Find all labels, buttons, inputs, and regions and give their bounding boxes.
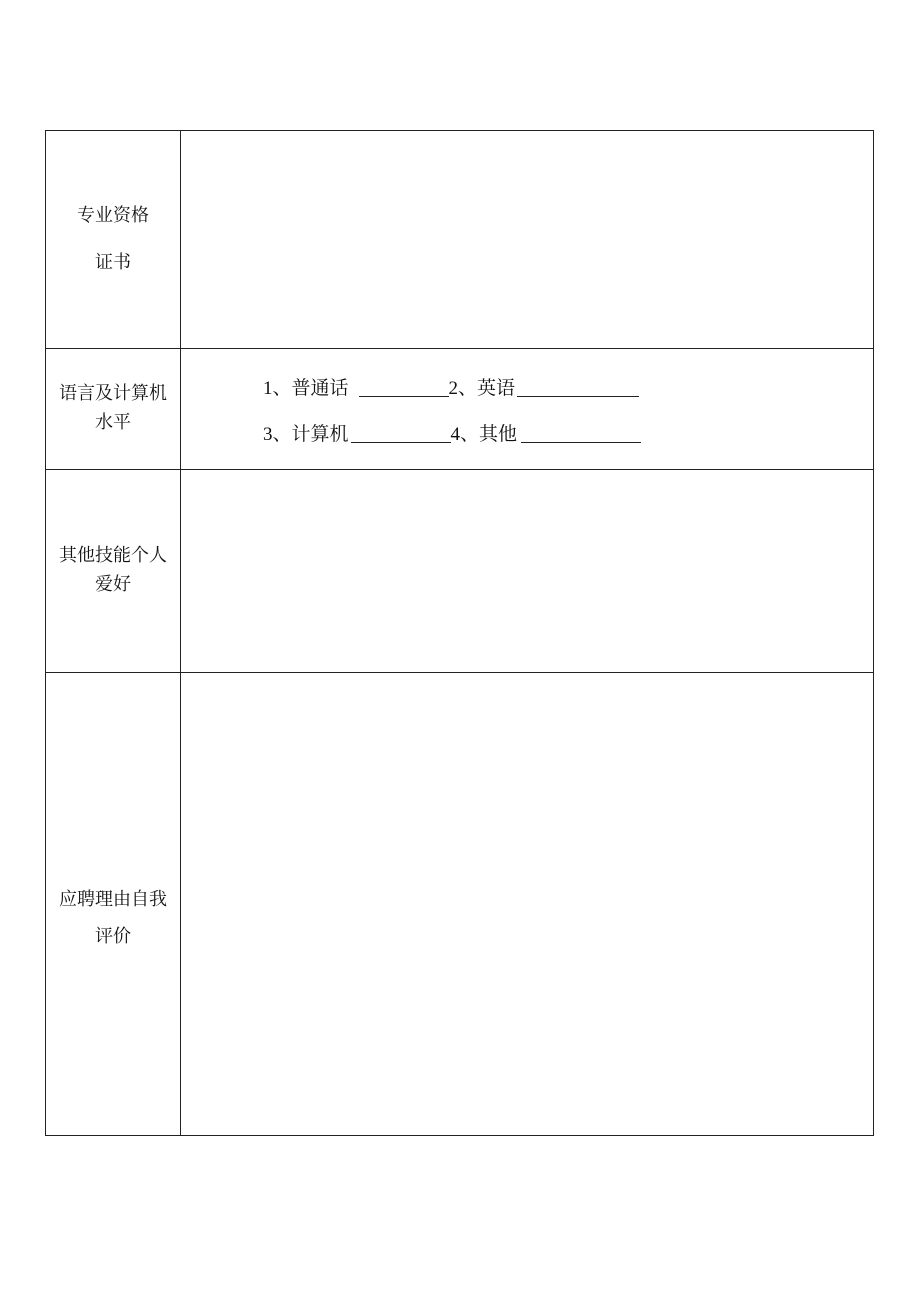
label-cell-language — [46, 349, 181, 470]
language-input-cell — [181, 349, 874, 470]
label-cell-skills — [46, 470, 181, 673]
label-reason-line1: 应聘理由自我 — [59, 889, 167, 911]
label-certificate-line2: 证书 — [95, 251, 131, 273]
label-cell-certificate — [46, 131, 181, 349]
label-language-line2: 水平 — [95, 412, 131, 433]
row-professional-certificate — [46, 131, 874, 349]
label-reason-line2: 评价 — [95, 926, 131, 947]
language-line-1 — [263, 372, 873, 400]
row-language-computer — [46, 349, 874, 470]
application-form-table — [45, 130, 874, 1136]
computer-blank[interactable] — [351, 424, 451, 443]
language-line-2 — [263, 418, 873, 446]
label-language-line1: 语言及计算机 — [59, 383, 167, 405]
certificate-input-cell[interactable] — [181, 131, 874, 349]
skills-input-cell[interactable] — [181, 470, 874, 673]
computer-label: 3、计算机 — [263, 424, 349, 445]
label-certificate-line1: 专业资格 — [77, 204, 149, 226]
other-blank[interactable] — [521, 424, 641, 443]
mandarin-blank[interactable] — [359, 378, 449, 397]
row-application-reason — [46, 673, 874, 1136]
reason-input-cell[interactable] — [181, 673, 874, 1136]
mandarin-label: 1、普通话 — [263, 378, 349, 399]
label-cell-reason — [46, 673, 181, 1136]
row-other-skills-hobbies — [46, 470, 874, 673]
label-skills-line2: 爱好 — [95, 574, 131, 595]
english-label: 2、英语 — [448, 378, 516, 399]
other-label: 4、其他 — [450, 424, 518, 445]
label-skills-line1: 其他技能个人 — [59, 545, 167, 567]
english-blank[interactable] — [517, 378, 639, 397]
